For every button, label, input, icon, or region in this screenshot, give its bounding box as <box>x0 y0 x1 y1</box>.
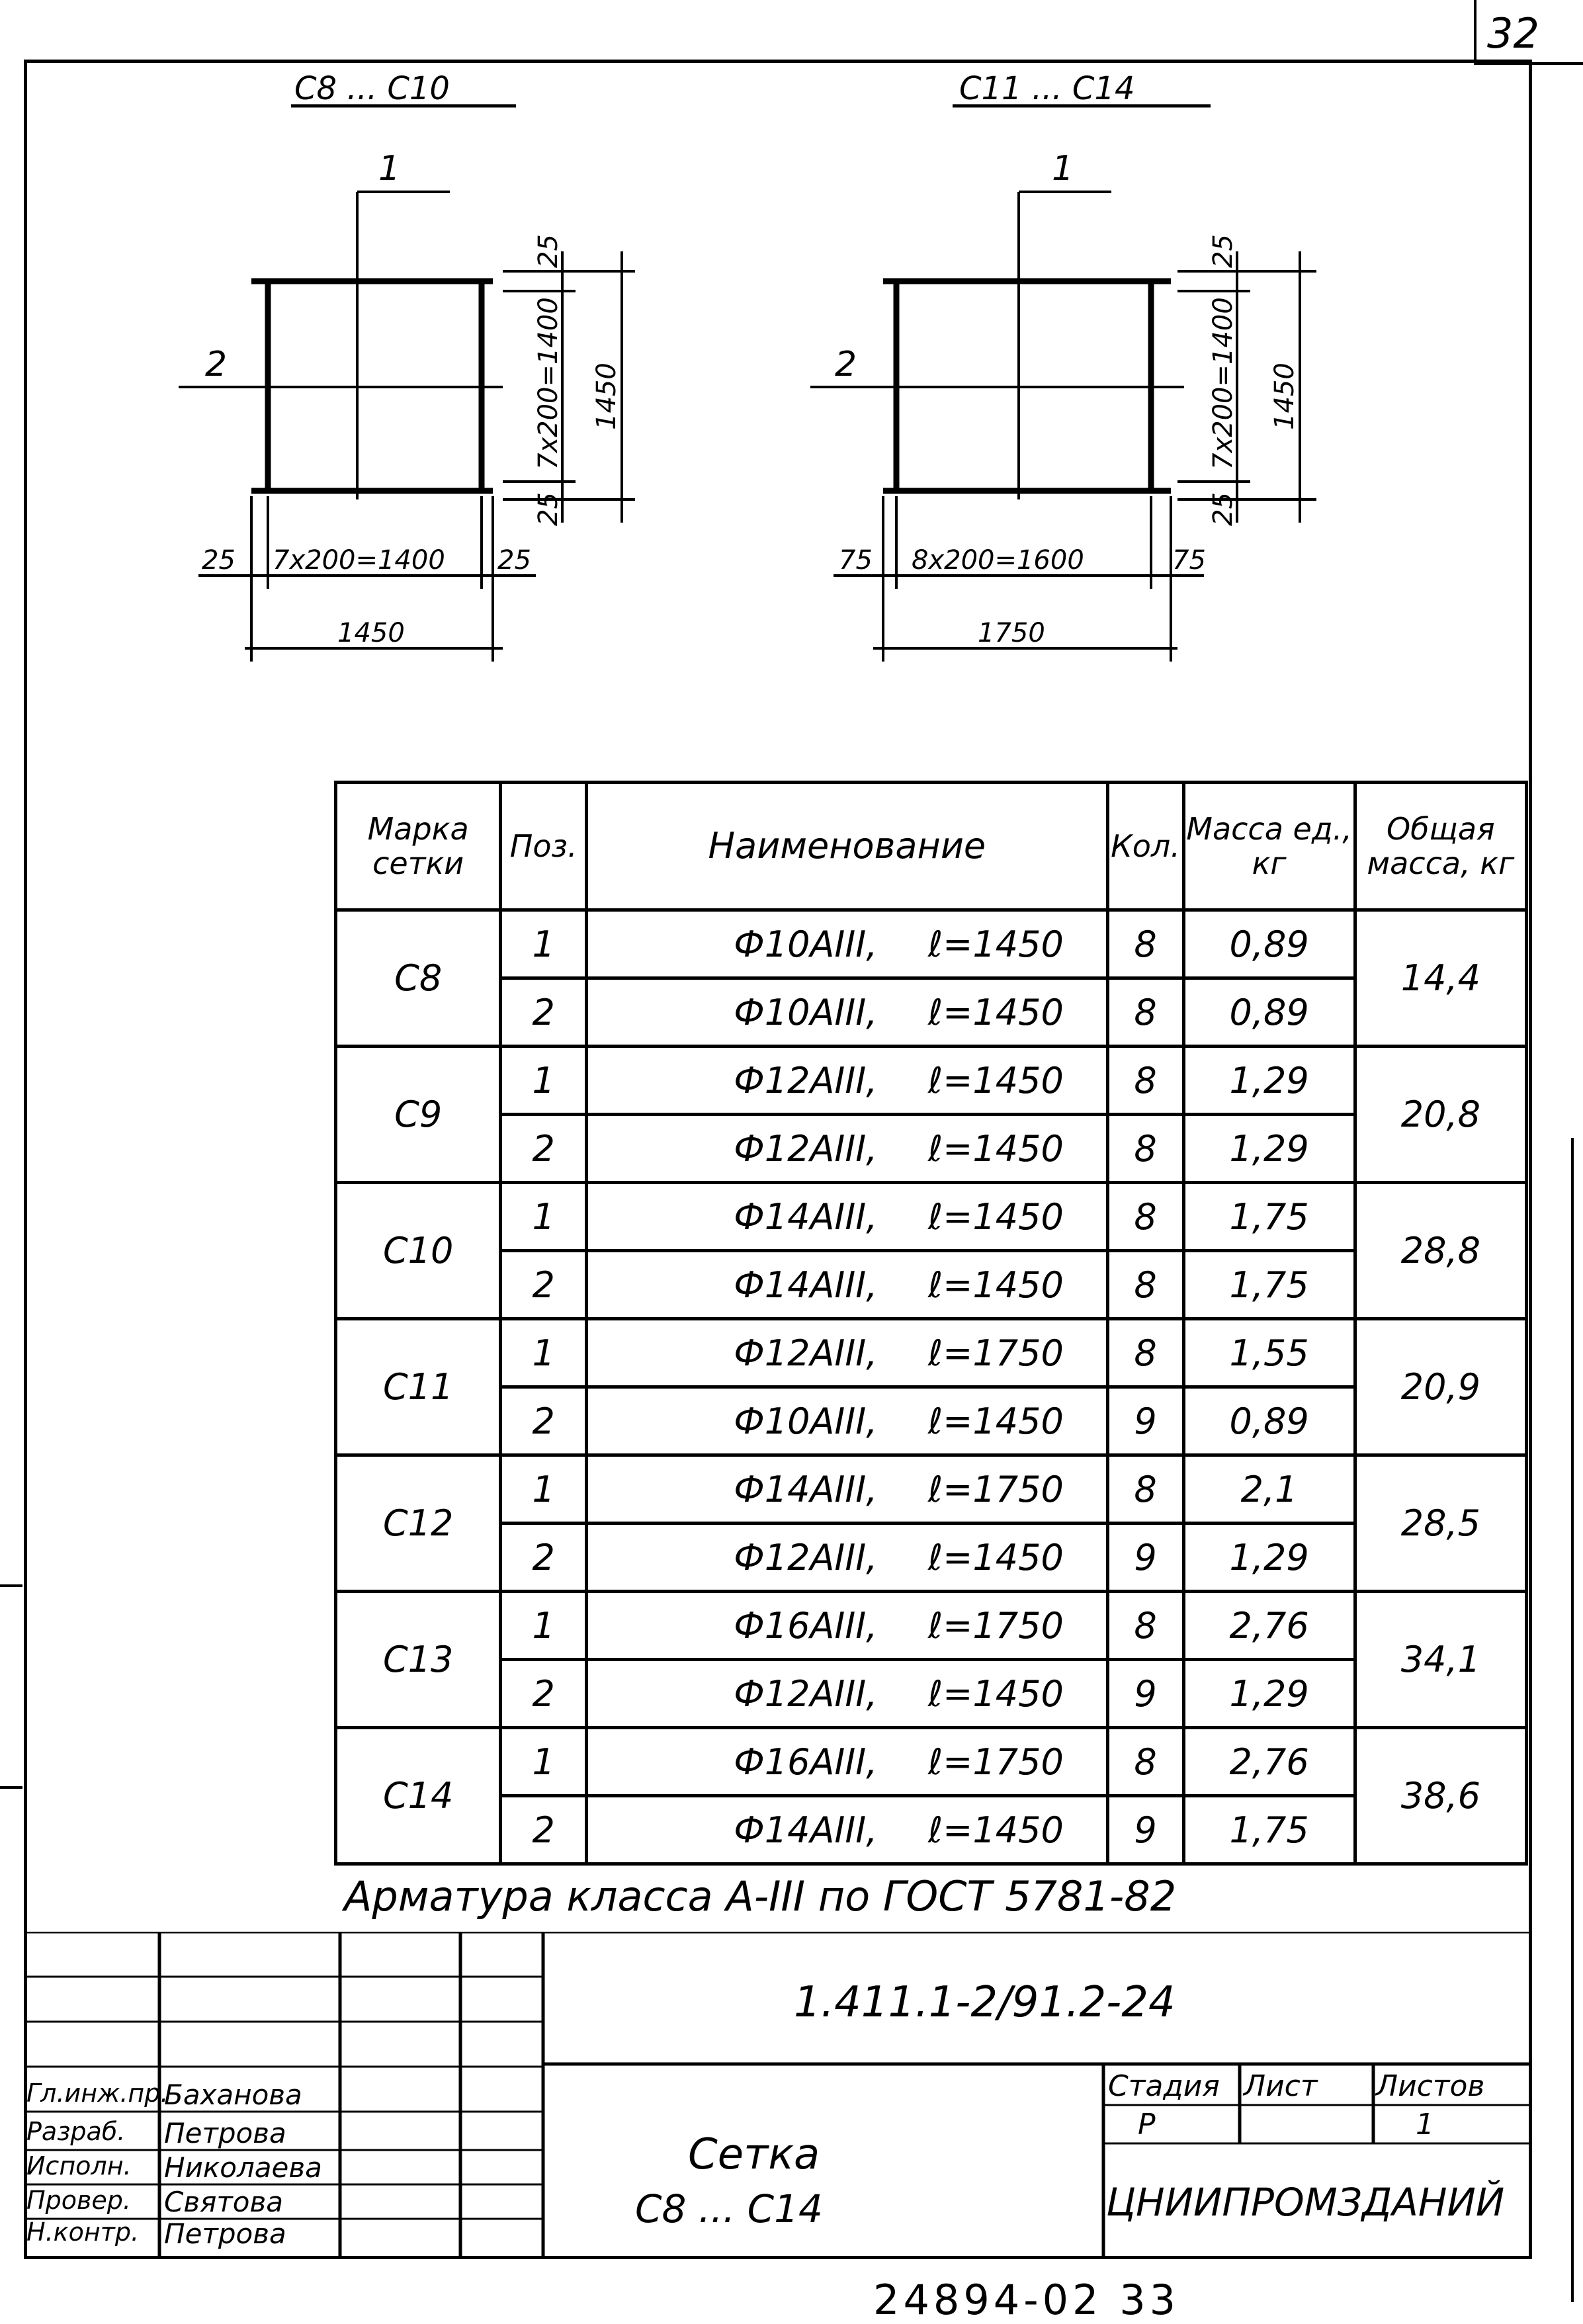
bar-designation: Ф14АIII, <box>734 1264 878 1306</box>
cell-name <box>587 1047 1107 1115</box>
mesh-drawings <box>0 0 1583 728</box>
cell-qty: 8 <box>1107 1115 1183 1183</box>
left-caption: С8 ... С10 <box>294 70 450 107</box>
cell-unit-mass: 0,89 <box>1183 1387 1355 1455</box>
bar-length: ℓ=1450 <box>927 1059 1064 1101</box>
sheets-value: 1 <box>1416 2108 1434 2141</box>
cell-qty: 8 <box>1107 1183 1183 1251</box>
table-row <box>336 1115 1527 1183</box>
left-dim-mid-v: 7x200=1400 <box>533 297 564 470</box>
table-header-row <box>336 783 1527 910</box>
bar-length: ℓ=1750 <box>927 1741 1064 1783</box>
cell-qty: 8 <box>1107 910 1183 978</box>
bar-length: ℓ=1450 <box>927 1672 1064 1715</box>
cell-name <box>587 1660 1107 1728</box>
cell-mark: С8 <box>336 910 501 1047</box>
specification-table <box>334 781 1528 1866</box>
bar-designation: Ф12АIII, <box>734 1059 878 1101</box>
signatory-role: Исполн. <box>26 2151 132 2180</box>
cell-mark: С13 <box>336 1592 501 1728</box>
mesh-left <box>179 106 635 662</box>
sheets-label: Листов <box>1376 2069 1485 2103</box>
cell-qty: 9 <box>1107 1524 1183 1592</box>
table-row <box>336 1387 1527 1455</box>
cell-unit-mass: 1,29 <box>1183 1660 1355 1728</box>
signatory-name: Святова <box>164 2186 283 2218</box>
cell-total-mass: 20,8 <box>1355 1047 1526 1183</box>
right-dim-total-h: 1750 <box>978 618 1045 648</box>
cell-pos: 1 <box>501 1319 587 1387</box>
cell-pos: 1 <box>501 1047 587 1115</box>
cell-unit-mass: 1,29 <box>1183 1524 1355 1592</box>
bar-length: ℓ=1450 <box>927 1195 1064 1238</box>
cell-qty: 8 <box>1107 1592 1183 1660</box>
document-subtitle: С8 ... С14 <box>635 2186 823 2231</box>
cell-unit-mass: 0,89 <box>1183 978 1355 1047</box>
cell-mark: С11 <box>336 1319 501 1455</box>
bar-designation: Ф12АIII, <box>734 1672 878 1715</box>
organization: ЦНИИПРОМЗДАНИЙ <box>1106 2180 1505 2225</box>
table-row <box>336 978 1527 1047</box>
table-row <box>336 1455 1527 1524</box>
bar-designation: Ф12АIII, <box>734 1536 878 1578</box>
header-name: Наименование <box>587 783 1107 910</box>
cell-qty: 9 <box>1107 1387 1183 1455</box>
cell-unit-mass: 1,29 <box>1183 1115 1355 1183</box>
table-row <box>336 1660 1527 1728</box>
margin-rule <box>1571 1138 1574 2302</box>
right-dim-right: 75 <box>1172 545 1206 576</box>
cell-unit-mass: 1,75 <box>1183 1796 1355 1864</box>
right-dim-bot: 25 <box>1208 492 1238 526</box>
cell-name <box>587 1387 1107 1455</box>
cell-pos: 2 <box>501 1660 587 1728</box>
page-number: 32 <box>1487 9 1539 58</box>
right-caption: С11 ... С14 <box>959 70 1135 107</box>
cell-qty: 9 <box>1107 1796 1183 1864</box>
right-label-2: 2 <box>835 345 857 384</box>
cell-mark: С14 <box>336 1728 501 1864</box>
header-unit-mass: Масса ед., кг <box>1183 783 1355 910</box>
bar-designation: Ф10АIII, <box>734 923 878 965</box>
cell-pos: 1 <box>501 1183 587 1251</box>
cell-qty: 8 <box>1107 1455 1183 1524</box>
cell-name <box>587 1728 1107 1796</box>
right-dim-left: 75 <box>839 545 873 576</box>
signatory-role: Провер. <box>26 2186 131 2215</box>
cell-unit-mass: 2,1 <box>1183 1455 1355 1524</box>
cell-name <box>587 1183 1107 1251</box>
signatory-role: Н.контр. <box>26 2217 140 2247</box>
document-code: 1.411.1-2/91.2-24 <box>794 1978 1176 2027</box>
header-qty: Кол. <box>1107 783 1183 910</box>
cell-total-mass: 14,4 <box>1355 910 1526 1047</box>
bar-designation: Ф14АIII, <box>734 1809 878 1851</box>
cell-unit-mass: 2,76 <box>1183 1728 1355 1796</box>
stage-label: Стадия <box>1108 2069 1220 2103</box>
left-dim-right: 25 <box>497 545 531 576</box>
cell-total-mass: 28,8 <box>1355 1183 1526 1319</box>
cell-pos: 1 <box>501 1728 587 1796</box>
cell-mark: С9 <box>336 1047 501 1183</box>
cell-pos: 2 <box>501 978 587 1047</box>
bar-length: ℓ=1450 <box>927 1536 1064 1578</box>
bar-length: ℓ=1450 <box>927 1400 1064 1442</box>
stage-value: Р <box>1138 2108 1156 2141</box>
cell-name <box>587 1524 1107 1592</box>
cell-name <box>587 1592 1107 1660</box>
cell-unit-mass: 1,75 <box>1183 1183 1355 1251</box>
header-total-mass: Общая масса, кг <box>1355 783 1526 910</box>
header-mark: Марка сетки <box>336 783 501 910</box>
cell-pos: 1 <box>501 910 587 978</box>
signatory-name: Баханова <box>164 2079 302 2111</box>
cell-qty: 9 <box>1107 1660 1183 1728</box>
bar-length: ℓ=1750 <box>927 1332 1064 1374</box>
bar-designation: Ф16АIII, <box>734 1741 878 1783</box>
cell-pos: 1 <box>501 1455 587 1524</box>
cell-pos: 2 <box>501 1796 587 1864</box>
table-row <box>336 910 1527 978</box>
left-dim-total-v: 1450 <box>591 363 622 430</box>
table-row <box>336 1592 1527 1660</box>
table-row <box>336 1796 1527 1864</box>
bar-designation: Ф16АIII, <box>734 1604 878 1647</box>
cell-qty: 8 <box>1107 978 1183 1047</box>
right-dim-top: 25 <box>1208 234 1238 268</box>
cell-qty: 8 <box>1107 1251 1183 1319</box>
left-label-1: 1 <box>378 149 401 189</box>
cell-total-mass: 38,6 <box>1355 1728 1526 1864</box>
cell-qty: 8 <box>1107 1319 1183 1387</box>
left-dim-bot: 25 <box>533 492 564 526</box>
cell-pos: 2 <box>501 1251 587 1319</box>
bar-length: ℓ=1450 <box>927 1264 1064 1306</box>
bar-length: ℓ=1450 <box>927 1127 1064 1170</box>
mesh-right <box>810 106 1316 662</box>
cell-qty: 8 <box>1107 1047 1183 1115</box>
cell-name <box>587 1796 1107 1864</box>
left-dim-top: 25 <box>533 234 564 268</box>
cell-qty: 8 <box>1107 1728 1183 1796</box>
cell-pos: 2 <box>501 1387 587 1455</box>
cell-name <box>587 1251 1107 1319</box>
cell-name <box>587 910 1107 978</box>
table-row <box>336 1319 1527 1387</box>
left-dim-total-h: 1450 <box>337 618 405 648</box>
cell-pos: 1 <box>501 1592 587 1660</box>
left-dim-left: 25 <box>202 545 235 576</box>
table-row <box>336 1251 1527 1319</box>
table-row <box>336 1183 1527 1251</box>
signatory-role: Разраб. <box>26 2117 126 2146</box>
sheet-label: Лист <box>1244 2069 1318 2103</box>
bar-designation: Ф12АIII, <box>734 1127 878 1170</box>
cell-unit-mass: 0,89 <box>1183 910 1355 978</box>
cell-pos: 2 <box>501 1524 587 1592</box>
bar-designation: Ф10АIII, <box>734 991 878 1033</box>
bar-designation: Ф14АIII, <box>734 1195 878 1238</box>
right-dim-mid-v: 7x200=1400 <box>1208 297 1238 470</box>
bar-length: ℓ=1750 <box>927 1604 1064 1647</box>
table-row <box>336 1524 1527 1592</box>
cell-mark: С12 <box>336 1455 501 1592</box>
cell-total-mass: 20,9 <box>1355 1319 1526 1455</box>
cell-total-mass: 34,1 <box>1355 1592 1526 1728</box>
cell-unit-mass: 1,75 <box>1183 1251 1355 1319</box>
signatory-name: Петрова <box>164 2117 286 2149</box>
right-dim-total-v: 1450 <box>1269 363 1300 430</box>
cell-name <box>587 1455 1107 1524</box>
left-dim-mid-h: 7x200=1400 <box>273 545 445 576</box>
cell-unit-mass: 1,55 <box>1183 1319 1355 1387</box>
archive-number: 24894-02 33 <box>873 2276 1180 2324</box>
cell-pos: 2 <box>501 1115 587 1183</box>
bar-length: ℓ=1450 <box>927 1809 1064 1851</box>
right-label-1: 1 <box>1052 149 1074 189</box>
cell-unit-mass: 2,76 <box>1183 1592 1355 1660</box>
margin-tick <box>0 1786 22 1789</box>
cell-name <box>587 1115 1107 1183</box>
margin-tick <box>0 1584 22 1587</box>
bar-length: ℓ=1450 <box>927 991 1064 1033</box>
left-label-2: 2 <box>205 345 228 384</box>
table-row <box>336 1728 1527 1796</box>
signatory-role: Гл.инж.пр. <box>26 2079 169 2108</box>
document-title: Сетка <box>688 2130 820 2179</box>
bar-length: ℓ=1450 <box>927 923 1064 965</box>
signatory-name: Петрова <box>164 2217 286 2250</box>
bar-designation: Ф14АIII, <box>734 1468 878 1510</box>
cell-mark: С10 <box>336 1183 501 1319</box>
right-dim-mid-h: 8x200=1600 <box>912 545 1084 576</box>
bar-designation: Ф12АIII, <box>734 1332 878 1374</box>
cell-total-mass: 28,5 <box>1355 1455 1526 1592</box>
cell-name <box>587 978 1107 1047</box>
bar-designation: Ф10АIII, <box>734 1400 878 1442</box>
cell-unit-mass: 1,29 <box>1183 1047 1355 1115</box>
cell-name <box>587 1319 1107 1387</box>
header-pos: Поз. <box>501 783 587 910</box>
table-row <box>336 1047 1527 1115</box>
signatory-name: Николаева <box>164 2151 322 2184</box>
reinforcement-note: Арматура класса А-III по ГОСТ 5781-82 <box>344 1872 1177 1920</box>
bar-length: ℓ=1750 <box>927 1468 1064 1510</box>
